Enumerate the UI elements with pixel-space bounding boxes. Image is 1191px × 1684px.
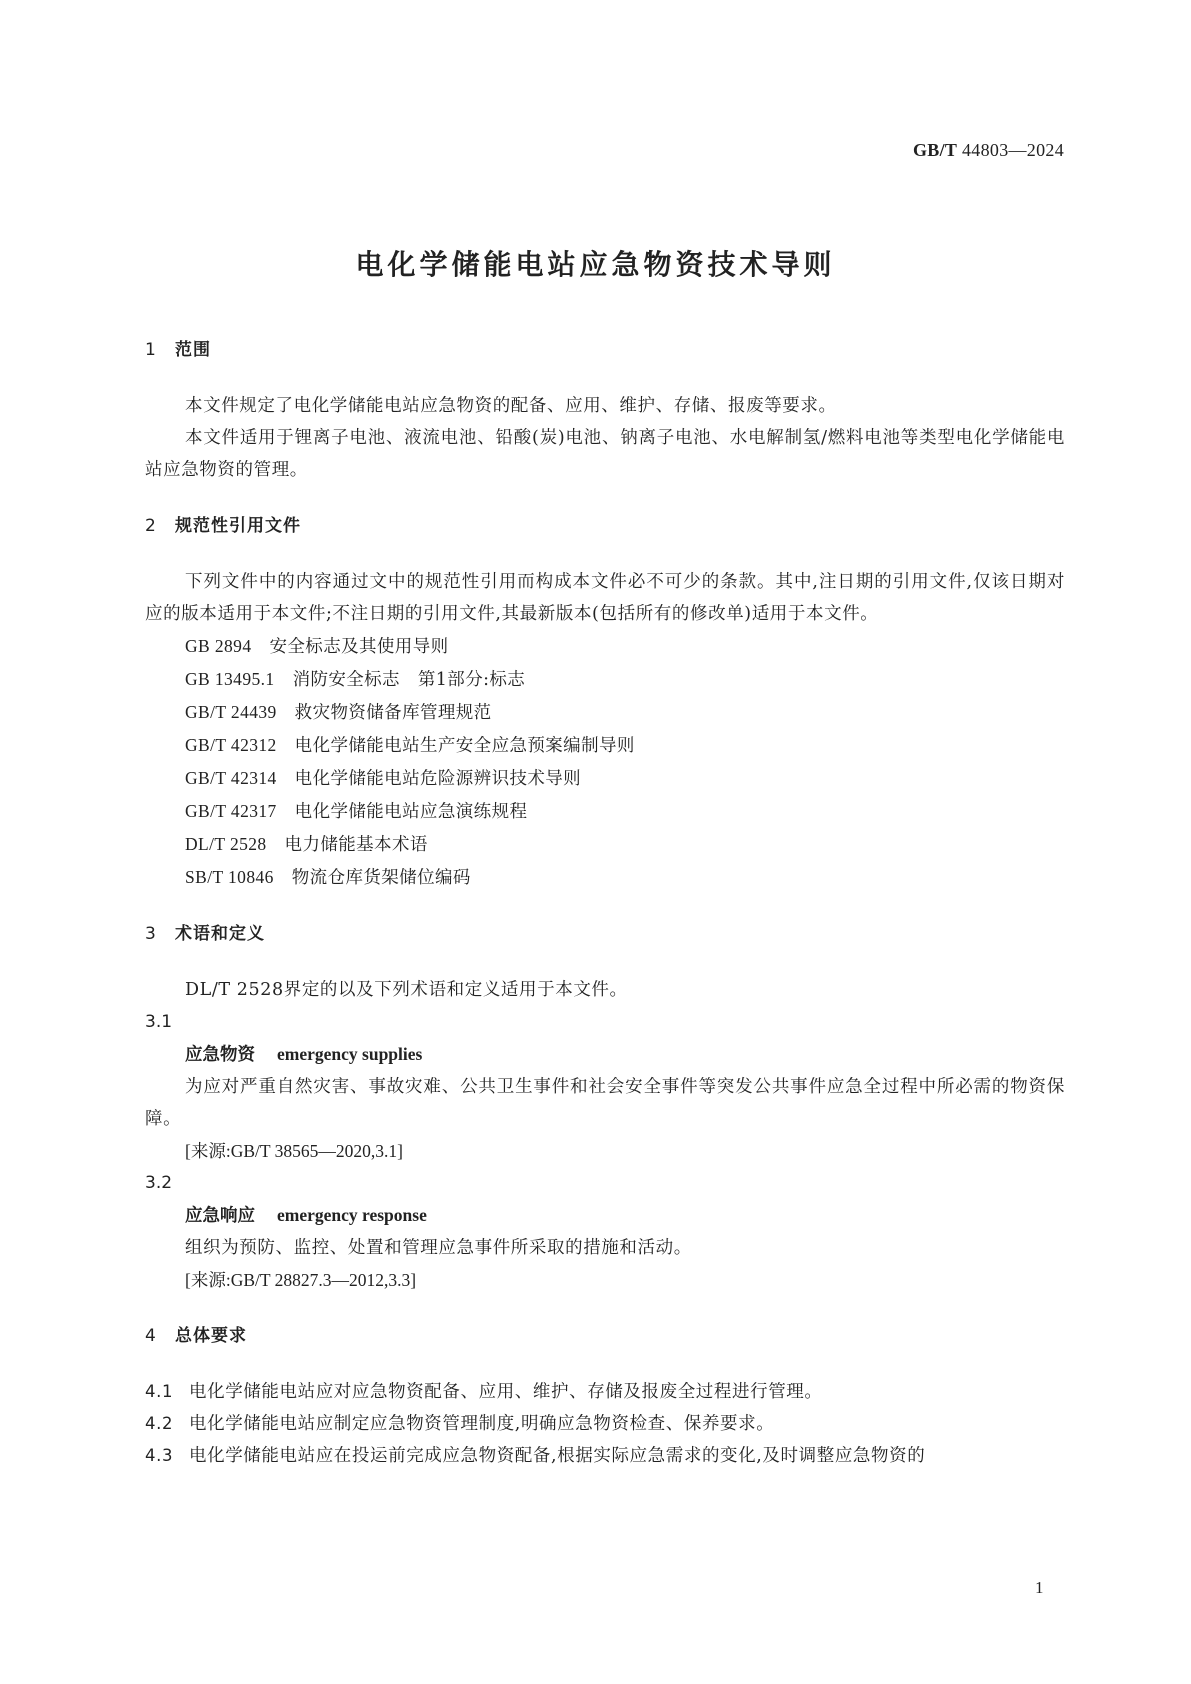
reference-code: GB/T 42312 — [185, 735, 277, 755]
reference-title: 电化学储能电站生产安全应急预案编制导则 — [294, 736, 635, 756]
clause-text: 电化学储能电站应制定应急物资管理制度,明确应急物资检查、保养要求。 — [189, 1414, 775, 1434]
section-title: 范围 — [175, 340, 211, 360]
term-source: [来源:GB/T 38565—2020,3.1] — [185, 1141, 403, 1161]
reference-title: 物流仓库货架储位编码 — [291, 868, 471, 888]
spacer — [145, 1352, 1065, 1376]
reference-title: 电化学储能电站应急演练规程 — [294, 802, 528, 822]
document-title: 电化学储能电站应急物资技术导则 — [355, 248, 836, 281]
spacer — [145, 1296, 1065, 1320]
clause-text: 电化学储能电站应在投运前完成应急物资配备,根据实际应急需求的变化,及时调整应急物资的 — [189, 1446, 926, 1466]
paragraph: 本文件适用于锂离子电池、液流电池、铅酸(炭)电池、钠离子电池、水电解制氢/燃料电池等类型电化学储能电站应急物资的管理。 — [145, 428, 1065, 480]
spacer — [145, 366, 1065, 390]
reference-code: GB/T 42314 — [185, 768, 277, 788]
clause-number: 4.3 — [145, 1446, 174, 1465]
page-number: 1 — [1035, 1578, 1044, 1597]
reference-item — [145, 762, 1065, 795]
section-heading — [145, 334, 1065, 366]
reference-title: 救灾物资储备库管理规范 — [294, 703, 492, 723]
spacer — [145, 486, 1065, 510]
paragraph: DL/T 2528界定的以及下列术语和定义适用于本文件。 — [185, 980, 628, 1000]
section-number: 2 — [145, 516, 157, 536]
section-title: 总体要求 — [175, 1326, 247, 1346]
paragraph: 下列文件中的内容通过文中的规范性引用而构成本文件必不可少的条款。其中,注日期的引用文件,仅该日期对应的版本适用于本文件;不注日期的引用文件,其最新版本(包括所有的修改单)适用于本文件。 — [145, 572, 1065, 624]
reference-title: 电力储能基本术语 — [284, 835, 428, 855]
section-heading — [145, 510, 1065, 542]
reference-item — [145, 663, 1065, 696]
term-chinese: 应急响应 — [185, 1206, 255, 1226]
reference-item — [145, 861, 1065, 894]
standard-prefix: GB/T — [912, 140, 958, 160]
reference-title: 消防安全标志 第1部分:标志 — [292, 670, 526, 690]
term-entry — [145, 1038, 1065, 1071]
clause-number: 4.1 — [145, 1382, 174, 1401]
reference-title: 电化学储能电站危险源辨识技术导则 — [294, 769, 582, 789]
term-entry — [145, 1199, 1065, 1232]
reference-code: GB 2894 — [185, 636, 252, 656]
term-number: 3.2 — [145, 1173, 173, 1193]
term-definition: 为应对严重自然灾害、事故灾难、公共卫生事件和社会安全事件等突发公共事件应急全过程中所必需的物资保障。 — [145, 1077, 1065, 1129]
spacer — [145, 950, 1065, 974]
clause-text: 电化学储能电站应对应急物资配备、应用、维护、存储及报废全过程进行管理。 — [189, 1382, 823, 1402]
term-chinese: 应急物资 — [185, 1045, 255, 1065]
section-number: 4 — [145, 1326, 157, 1346]
clause-number: 4.2 — [145, 1414, 174, 1433]
term-english: emergency supplies — [277, 1044, 423, 1064]
section-heading — [145, 918, 1065, 950]
term-definition: 组织为预防、监控、处置和管理应急事件所采取的措施和活动。 — [185, 1238, 692, 1258]
paragraph: 本文件规定了电化学储能电站应急物资的配备、应用、维护、存储、报废等要求。 — [185, 396, 837, 416]
term-source: [来源:GB/T 28827.3—2012,3.3] — [185, 1270, 417, 1290]
section-title: 规范性引用文件 — [175, 516, 301, 536]
standard-code — [913, 140, 1064, 161]
section-title: 术语和定义 — [175, 924, 265, 944]
reference-code: GB 13495.1 — [185, 669, 275, 689]
reference-item — [145, 729, 1065, 762]
reference-item — [145, 795, 1065, 828]
clause — [145, 1440, 1065, 1472]
reference-item — [145, 696, 1065, 729]
reference-item — [145, 630, 1065, 663]
reference-code: GB/T 42317 — [185, 801, 277, 821]
document-body — [145, 334, 1065, 1472]
reference-title: 安全标志及其使用导则 — [269, 637, 449, 657]
section-number: 3 — [145, 924, 157, 944]
clause — [145, 1408, 1065, 1440]
reference-item — [145, 828, 1065, 861]
spacer — [145, 894, 1065, 918]
standard-number: 44803—2024 — [962, 140, 1064, 160]
reference-code: GB/T 24439 — [185, 702, 277, 722]
reference-code: DL/T 2528 — [185, 834, 267, 854]
term-number: 3.1 — [145, 1012, 173, 1032]
clause — [145, 1376, 1065, 1408]
spacer — [145, 542, 1065, 566]
reference-code: SB/T 10846 — [185, 867, 274, 887]
section-number: 1 — [145, 340, 157, 360]
term-english: emergency response — [277, 1205, 427, 1225]
section-heading — [145, 1320, 1065, 1352]
